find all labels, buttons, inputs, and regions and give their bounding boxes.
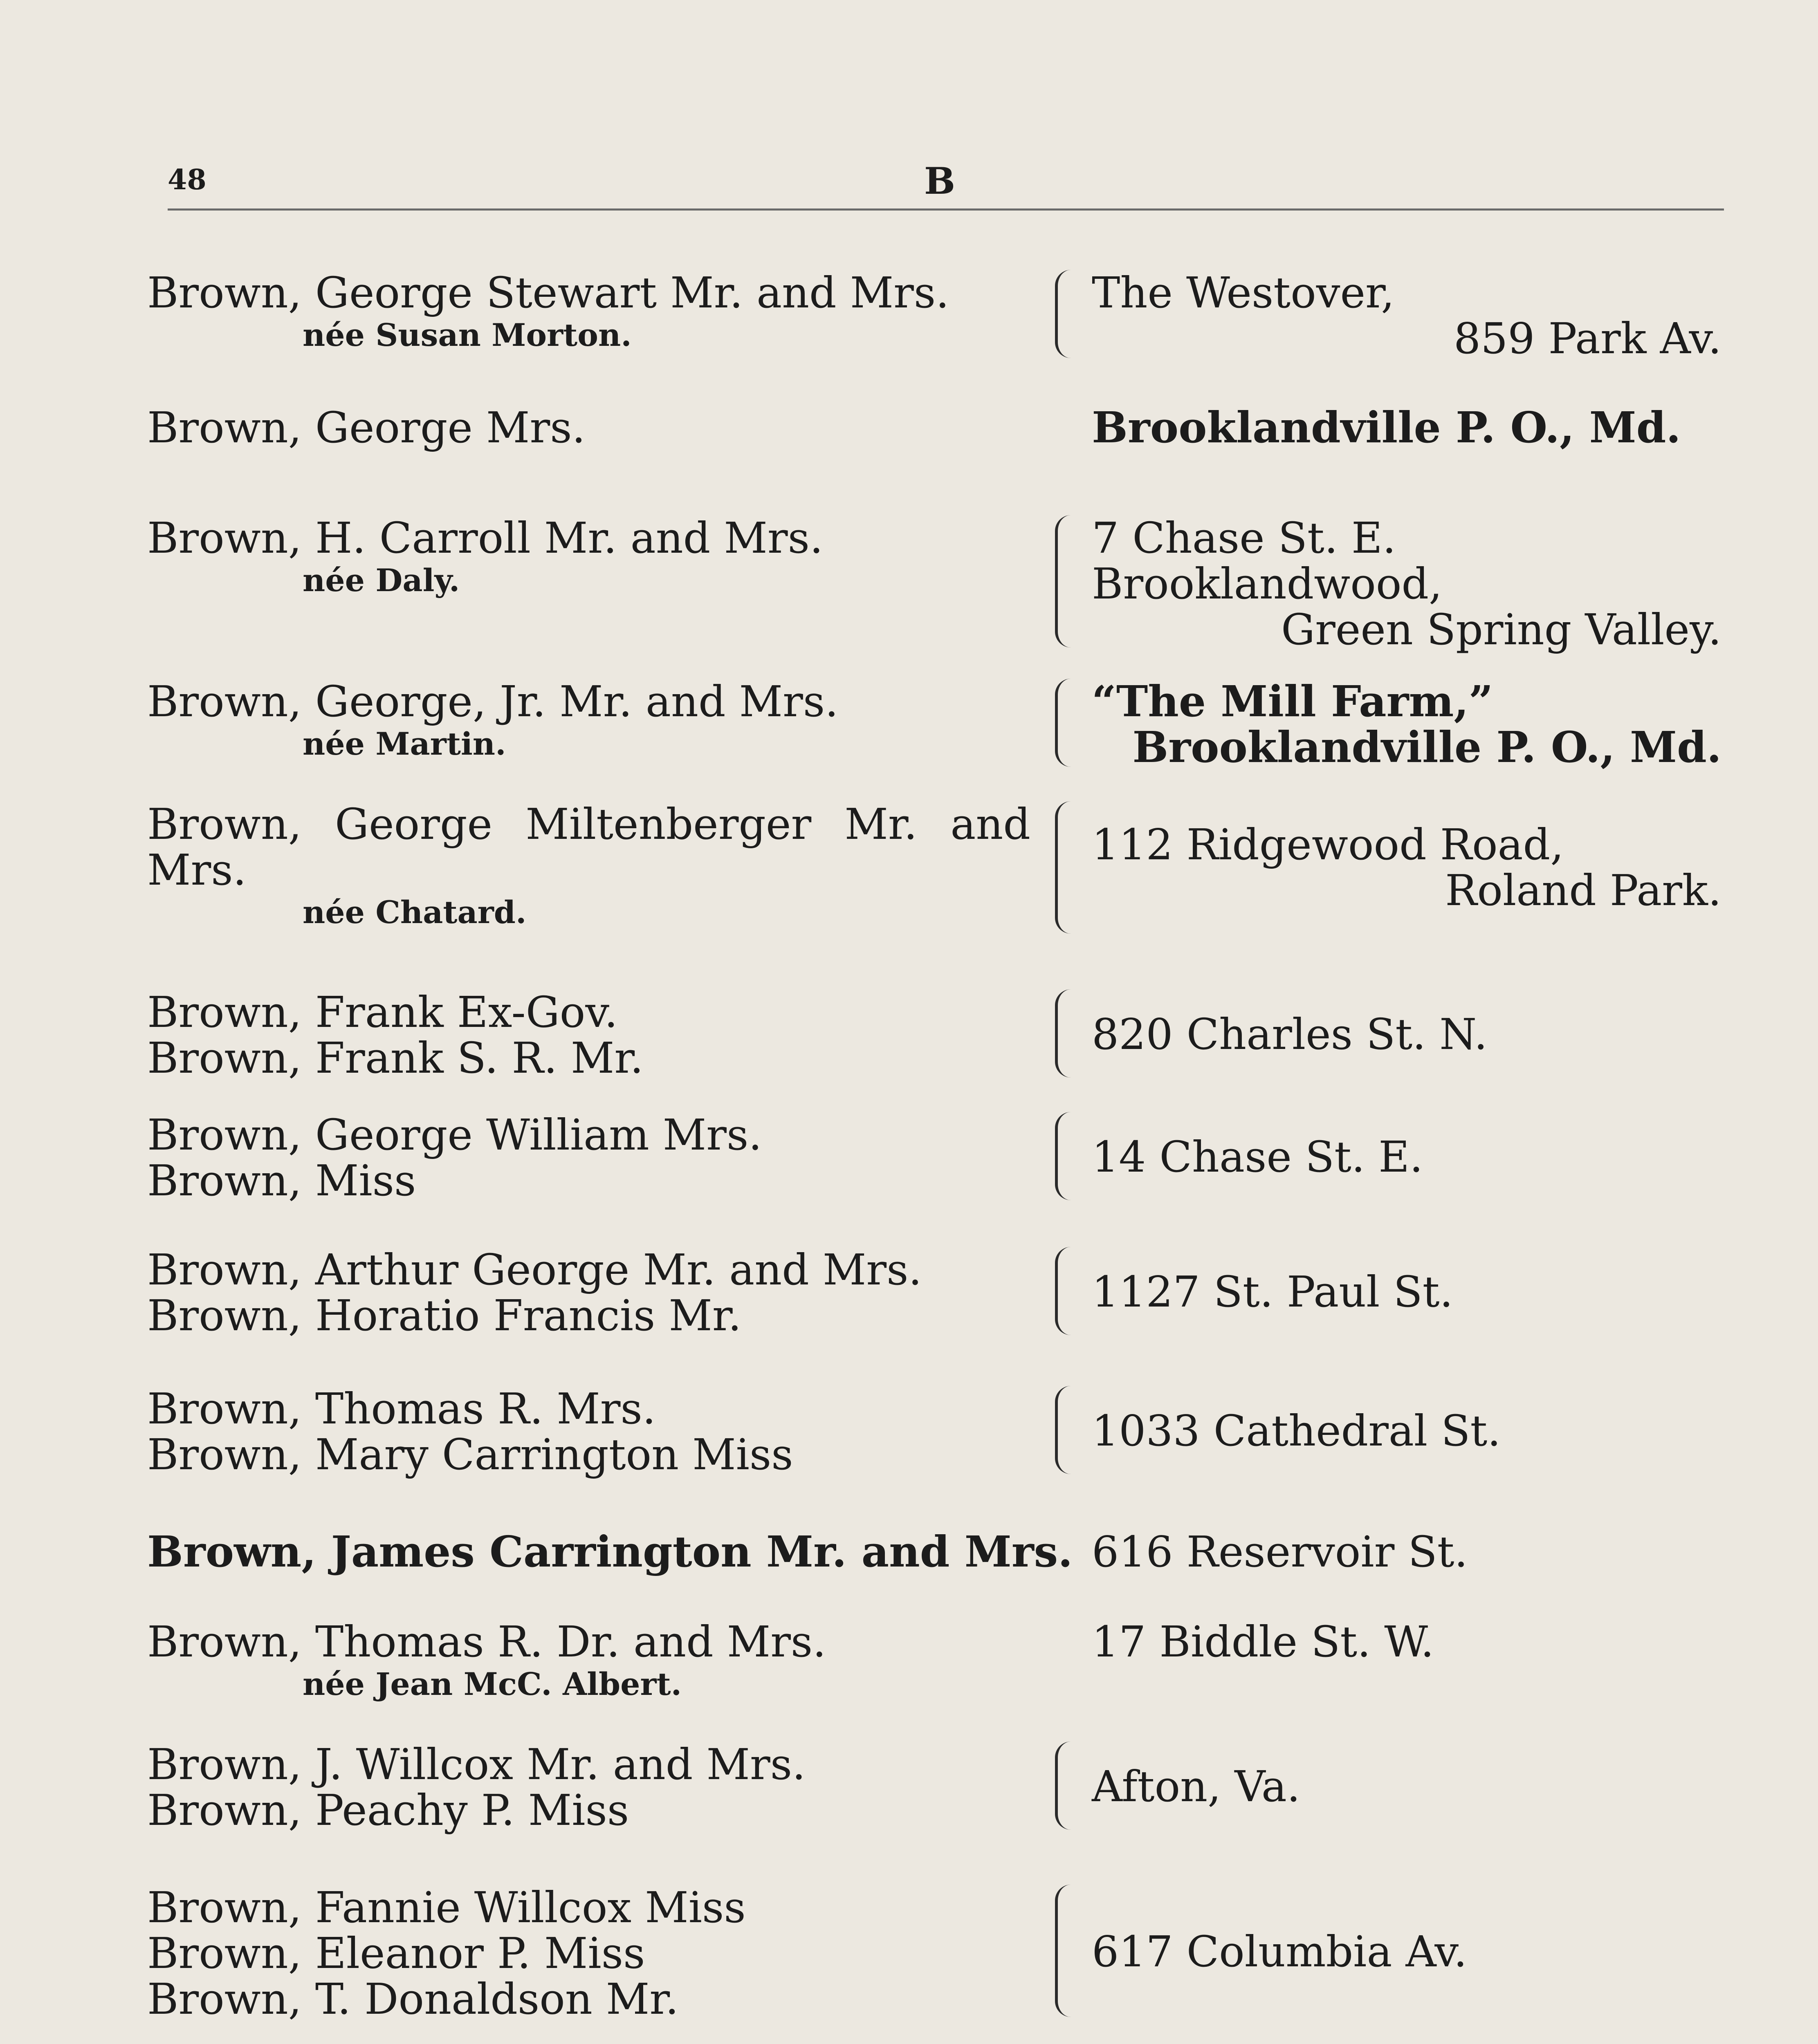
address-line: Brooklandville P. O., Md. [1132,722,1721,772]
entry-names [147,1386,1030,1477]
entry-address [1092,1011,1721,1057]
brace-mark [1055,515,1071,648]
entry-name: Brown, James Carrington Mr. and Mrs. [147,1526,1073,1577]
entry-address [1092,676,1721,772]
entry-names [147,270,1030,355]
entry-address [1092,515,1721,652]
entry-name: Brown, George William Mrs. [147,1110,762,1160]
entry-address [1092,1134,1721,1180]
entry-address [1092,402,1721,453]
address-line: Brooklandville P. O., Md. [1092,402,1681,453]
entry-name: Brown, Frank S. R. Mr. [147,1033,644,1083]
entry-name: Brown, George Mrs. [147,403,586,453]
address-line: The Westover, [1092,268,1395,318]
page-header [168,155,1724,211]
entry-name: Brown, Frank Ex-Gov. [147,987,618,1037]
address-line: 7 Chase St. E. [1092,513,1396,563]
brace-mark [1055,679,1071,767]
entry-name: Brown, Thomas R. Mrs. [147,1384,656,1434]
entry-nee: née Chatard. [303,894,527,930]
entry-name: Brown, Peachy P. Miss [147,1785,629,1835]
brace-mark [1055,801,1071,934]
entry-names [147,801,1030,932]
entry-name: Brown, Thomas R. Dr. and Mrs. [147,1617,826,1667]
address-line: 14 Chase St. E. [1092,1132,1423,1182]
brace-mark [1055,989,1071,1078]
entry-name: Brown, Mary Carrington Miss [147,1430,793,1479]
entry-nee: née Jean McC. Albert. [303,1666,682,1702]
address-line: 1033 Cathedral St. [1092,1406,1501,1456]
entry-nee: née Martin. [303,726,506,762]
entry-names [147,515,1030,600]
entry-names [147,1885,1030,2022]
brace-mark [1055,1885,1071,2017]
address-line: Afton, Va. [1092,1762,1300,1811]
address-line: “The Mill Farm,” [1092,676,1493,726]
entry-names [147,989,1030,1081]
entry-name: Brown, Fannie Willcox Miss [147,1883,746,1932]
entry-names [147,1619,1030,1704]
entry-name: Brown, J. Willcox Mr. and Mrs. [147,1739,806,1789]
entry-name: Brown, T. Donaldson Mr. [147,1974,679,2024]
brace-mark [1055,270,1071,358]
address-line: Roland Park. [1445,865,1721,915]
address-line: 17 Biddle St. W. [1092,1617,1434,1667]
entry-nee: née Susan Morton. [303,317,632,353]
address-line: 617 Columbia Av. [1092,1927,1467,1977]
entry-name: Brown, Eleanor P. Miss [147,1928,645,1978]
entry-address [1092,270,1721,361]
brace-mark [1055,1741,1071,1830]
entry-names [147,679,1030,764]
entry-address [1092,1529,1721,1575]
address-line: Brooklandwood, [1092,559,1443,609]
entry-name: Brown, Miss [147,1156,416,1206]
entry-nee: née Daly. [303,562,460,598]
entry-address [1092,822,1721,913]
entry-names [147,403,1030,453]
address-line: 616 Reservoir St. [1092,1527,1468,1577]
entry-names [147,1741,1030,1833]
brace-mark [1055,1247,1071,1335]
entry-name: Brown, Horatio Francis Mr. [147,1291,742,1340]
entry-names [147,1247,1030,1338]
address-line: 820 Charles St. N. [1092,1009,1488,1059]
brace-mark [1055,1386,1071,1474]
address-line: 1127 St. Paul St. [1092,1267,1453,1317]
entry-address [1092,1408,1721,1454]
entry-name: Brown, George Stewart Mr. and Mrs. [147,268,949,318]
address-line: 859 Park Av. [1453,314,1721,363]
entry-names [147,1526,1073,1577]
page-number: 48 [168,164,206,196]
entry-address [1092,1619,1721,1665]
section-letter: B [924,159,956,203]
entry-name: Brown, George, Jr. Mr. and Mrs. [147,677,839,726]
entry-address [1092,1764,1721,1809]
entry-name: Brown, Arthur George Mr. and Mrs. [147,1245,922,1295]
entry-name: Brown, H. Carroll Mr. and Mrs. [147,513,824,563]
address-line: Green Spring Valley. [1281,605,1721,654]
entry-names [147,1112,1030,1204]
brace-mark [1055,1112,1071,1200]
entry-name: Brown, George Miltenberger Mr. and Mrs. [147,799,1030,895]
address-line: 112 Ridgewood Road, [1092,820,1564,870]
entry-address [1092,1269,1721,1315]
entry-address [1092,1929,1721,1975]
